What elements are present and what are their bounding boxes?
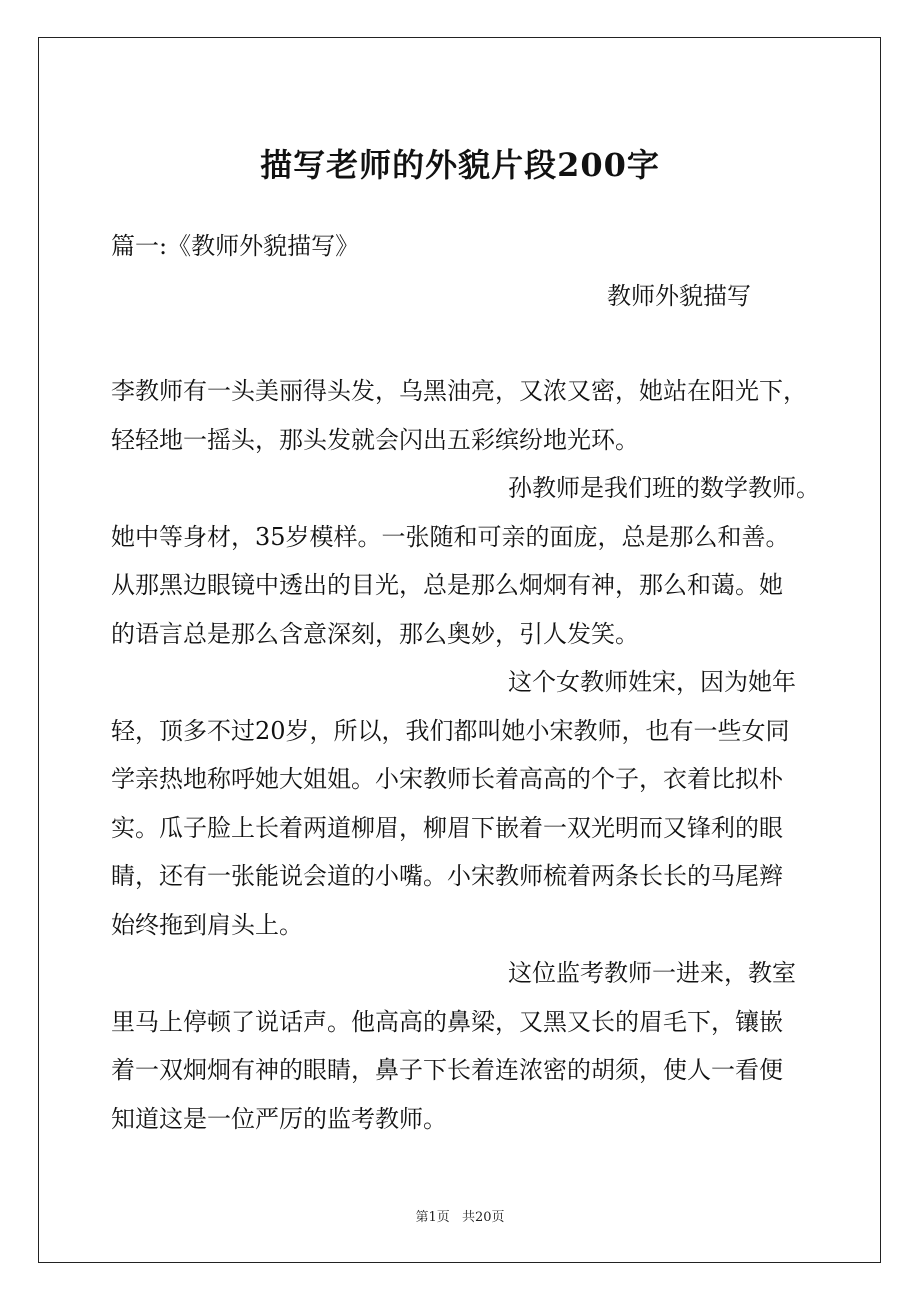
- paragraph-line: 从那黑边眼镜中透出的目光，总是那么炯炯有神，那么和蔼。她: [111, 571, 783, 599]
- paragraph-line: 睛，还有一张能说会道的小嘴。小宋教师梳着两条长长的马尾辫: [111, 862, 783, 890]
- page-number: 第1页: [415, 1210, 450, 1225]
- paragraph-line: 孙教师是我们班的数学教师。: [508, 474, 820, 502]
- paragraph-line: 学亲热地称呼她大姐姐。小宋教师长着高高的个子，衣着比拟朴: [111, 765, 783, 793]
- paragraph-line: 这个女教师姓宋，因为她年: [508, 668, 796, 696]
- paragraph-line: 这位监考教师一进来，教室: [508, 959, 796, 987]
- total-pages: 共20页: [461, 1210, 505, 1225]
- paragraph-line: 知道这是一位严厉的监考教师。: [111, 1105, 447, 1133]
- paragraph-line: 始终拖到肩头上。: [111, 911, 303, 939]
- paragraph-line: 里马上停顿了说话声。他高高的鼻梁，又黑又长的眉毛下，镶嵌: [111, 1008, 783, 1036]
- paragraph-line: 实。瓜子脸上长着两道柳眉，柳眉下嵌着一双光明而又锋利的眼: [111, 814, 783, 842]
- page-footer: [0, 1206, 920, 1225]
- paragraph-line: 轻，顶多不过20岁，所以，我们都叫她小宋教师，也有一些女同: [111, 717, 790, 745]
- paragraph-line: 的语言总是那么含意深刻，那么奥妙，引人发笑。: [111, 620, 639, 648]
- paragraph-line: 李教师有一头美丽得头发，乌黑油亮，又浓又密，她站在阳光下，: [111, 377, 807, 405]
- section-subtitle: 教师外貌描写: [607, 282, 751, 310]
- section-heading: 篇一:《教师外貌描写》: [111, 232, 360, 260]
- paragraph-line: 她中等身材，35岁模样。一张随和可亲的面庞，总是那么和善。: [111, 523, 790, 551]
- paragraph-line: 着一双炯炯有神的眼睛，鼻子下长着连浓密的胡须，使人一看便: [111, 1056, 783, 1084]
- document-title: 描写老师的外貌片段200字: [260, 146, 660, 184]
- paragraph-line: 轻轻地一摇头，那头发就会闪出五彩缤纷地光环。: [111, 426, 639, 454]
